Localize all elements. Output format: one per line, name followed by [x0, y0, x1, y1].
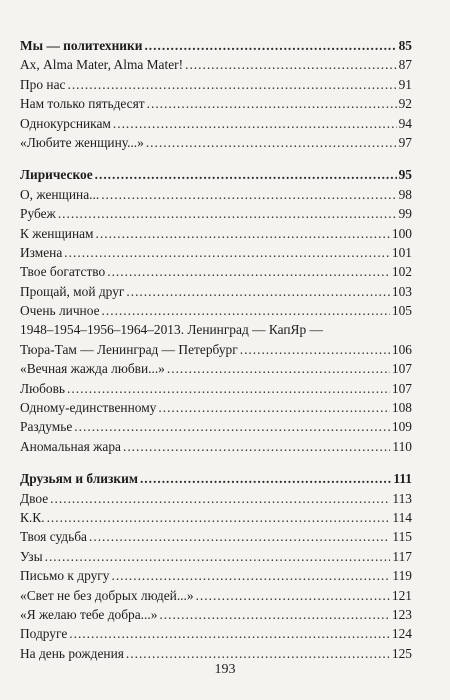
toc-entry[interactable] — [20, 114, 412, 133]
toc-section-heading[interactable] — [20, 36, 412, 55]
entry-page-number: 107 — [391, 361, 412, 377]
entry-page-number: 114 — [392, 509, 412, 525]
entry-title: «Вечная жажда любви...» — [20, 361, 165, 377]
entry-title: Подруге — [20, 626, 68, 642]
toc-entry[interactable] — [20, 586, 412, 605]
dot-leader — [111, 566, 390, 585]
entry-page-number: 119 — [392, 568, 412, 584]
dot-leader — [126, 644, 390, 663]
toc-entry[interactable] — [20, 340, 412, 359]
entry-title: «Я желаю тебе добра...» — [20, 606, 158, 622]
entry-title: О, женщина... — [20, 186, 100, 202]
entry-page-number: 106 — [391, 341, 412, 357]
section-page-number: 95 — [398, 167, 412, 183]
toc-entry-first-line[interactable] — [20, 320, 412, 339]
toc-section-heading[interactable] — [20, 165, 412, 184]
entry-title: Узы — [20, 548, 43, 564]
dot-leader — [67, 75, 396, 94]
entry-title: Прощай, мой друг — [20, 283, 125, 299]
toc-entry[interactable] — [20, 282, 412, 301]
entry-title: Раздумье — [20, 419, 73, 435]
entry-page-number: 101 — [391, 244, 412, 260]
entry-page-number: 94 — [398, 115, 412, 131]
entry-title: Письмо к другу — [20, 568, 110, 584]
section-title: Друзьям и близким — [20, 471, 138, 487]
dot-leader — [140, 469, 391, 488]
dot-leader — [185, 55, 397, 74]
toc-entry[interactable] — [20, 508, 412, 527]
section-spacer — [20, 152, 412, 165]
toc-entry[interactable] — [20, 644, 412, 663]
dot-leader — [146, 133, 397, 152]
entry-page-number: 109 — [391, 419, 412, 435]
entry-page-number: 121 — [391, 587, 412, 603]
toc-entry[interactable] — [20, 437, 412, 456]
dot-leader — [144, 36, 396, 55]
entry-page-number: 124 — [391, 626, 412, 642]
entry-title: Твоя судьба — [20, 529, 87, 545]
toc-entry[interactable] — [20, 624, 412, 643]
entry-page-number: 123 — [391, 606, 412, 622]
table-of-contents — [20, 36, 412, 663]
dot-leader — [107, 262, 390, 281]
toc-entry[interactable] — [20, 398, 412, 417]
entry-title: Измена — [20, 244, 63, 260]
toc-entry[interactable] — [20, 133, 412, 152]
toc-entry[interactable] — [20, 605, 412, 624]
entry-title: К.К. — [20, 509, 45, 525]
toc-entry[interactable] — [20, 94, 412, 113]
entry-title: Про нас — [20, 76, 66, 92]
dot-leader — [47, 508, 391, 527]
toc-entry[interactable] — [20, 224, 412, 243]
dot-leader — [113, 114, 397, 133]
dot-leader — [96, 224, 390, 243]
entry-title: Аномальная жара — [20, 438, 121, 454]
entry-title: Нам только пятьдесят — [20, 96, 145, 112]
toc-entry[interactable] — [20, 417, 412, 436]
entry-page-number: 102 — [391, 264, 412, 280]
dot-leader — [50, 489, 390, 508]
entry-title: Очень личное — [20, 303, 100, 319]
entry-page-number: 91 — [398, 76, 412, 92]
entry-page-number: 107 — [391, 380, 412, 396]
toc-entry[interactable] — [20, 204, 412, 223]
entry-title: «Любите женщину...» — [20, 134, 144, 150]
entry-title: Твое богатство — [20, 264, 106, 280]
toc-entry[interactable] — [20, 75, 412, 94]
entry-page-number: 108 — [391, 400, 412, 416]
entry-title-line1: 1948–1954–1956–1964–2013. Ленинград — КапЯр — — [20, 322, 323, 338]
section-spacer — [20, 456, 412, 469]
entry-title: Одному-единственному — [20, 400, 157, 416]
section-page-number: 85 — [398, 38, 412, 53]
dot-leader — [123, 437, 390, 456]
dot-leader — [64, 243, 390, 262]
dot-leader — [196, 586, 390, 605]
entry-title: Тюра-Там — Ленинград — Петербург — [20, 341, 238, 357]
dot-leader — [101, 185, 396, 204]
dot-leader — [158, 398, 390, 417]
toc-entry[interactable] — [20, 566, 412, 585]
page-number: 193 — [214, 662, 236, 677]
entry-title: К женщинам — [20, 225, 94, 241]
dot-leader — [147, 94, 397, 113]
entry-page-number: 110 — [392, 438, 412, 454]
toc-entry[interactable] — [20, 489, 412, 508]
dot-leader — [58, 204, 397, 223]
toc-section-heading[interactable] — [20, 469, 412, 488]
entry-page-number: 115 — [392, 529, 412, 545]
section-title: Лирическое — [20, 167, 93, 183]
dot-leader — [45, 547, 391, 566]
entry-page-number: 105 — [391, 303, 412, 319]
dot-leader — [167, 359, 390, 378]
dot-leader — [74, 417, 390, 436]
dot-leader — [126, 282, 390, 301]
toc-entry[interactable] — [20, 301, 412, 320]
entry-page-number: 97 — [398, 134, 412, 150]
dot-leader — [240, 340, 390, 359]
entry-title: Ах, Alma Mater, Alma Mater! — [20, 57, 184, 73]
dot-leader — [102, 301, 390, 320]
entry-page-number: 99 — [398, 206, 412, 222]
dot-leader — [159, 605, 390, 624]
toc-entry[interactable] — [20, 379, 412, 398]
entry-page-number: 113 — [392, 490, 412, 506]
entry-title: «Свет не без добрых людей...» — [20, 587, 194, 603]
entry-page-number: 103 — [391, 283, 412, 299]
entry-title: Однокурсникам — [20, 115, 111, 131]
entry-title: Двое — [20, 490, 49, 506]
entry-title: На день рождения — [20, 645, 124, 661]
entry-page-number: 117 — [392, 548, 412, 564]
dot-leader — [69, 624, 390, 643]
section-page-number: 111 — [393, 471, 412, 487]
toc-entry[interactable] — [20, 243, 412, 262]
dot-leader — [95, 165, 397, 184]
toc-entry[interactable] — [20, 55, 412, 74]
toc-entry[interactable] — [20, 527, 412, 546]
entry-page-number: 92 — [398, 96, 412, 112]
toc-entry[interactable] — [20, 547, 412, 566]
dot-leader — [67, 379, 390, 398]
entry-page-number: 100 — [391, 225, 412, 241]
entry-page-number: 87 — [398, 57, 412, 73]
toc-entry[interactable] — [20, 359, 412, 378]
entry-page-number: 125 — [391, 645, 412, 661]
dot-leader — [89, 527, 390, 546]
entry-page-number: 98 — [398, 186, 412, 202]
section-title: Мы — политехники — [20, 38, 143, 53]
toc-entry[interactable] — [20, 262, 412, 281]
toc-entry[interactable] — [20, 185, 412, 204]
entry-title: Любовь — [20, 380, 66, 396]
entry-title: Рубеж — [20, 206, 56, 222]
